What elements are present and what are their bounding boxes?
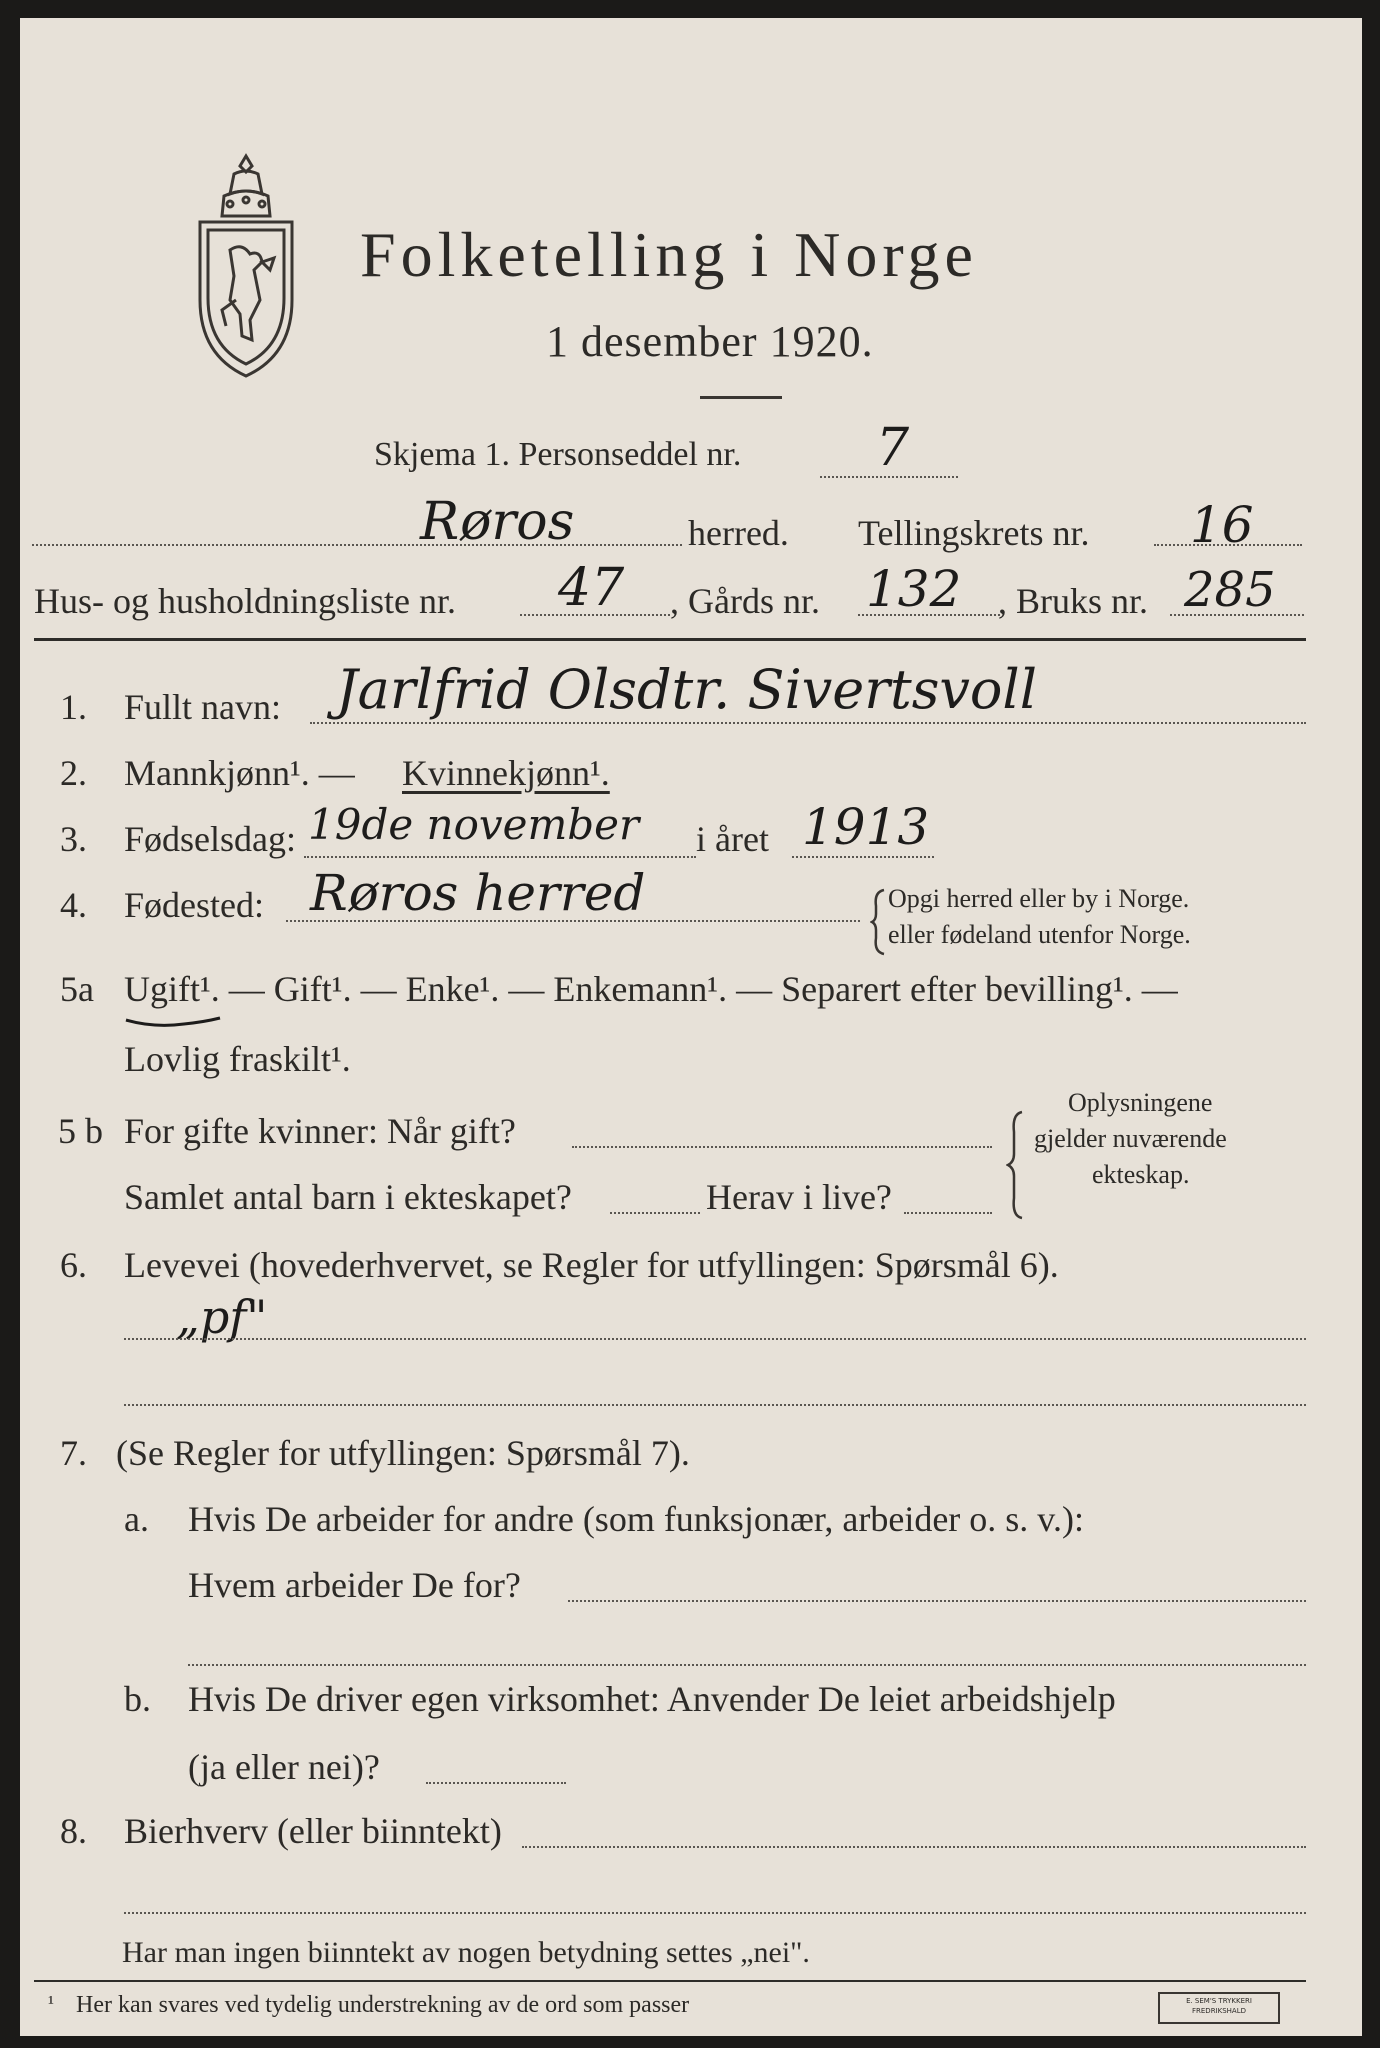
tellingskrets-label: Tellingskrets nr. xyxy=(858,513,1090,553)
q1-number: 1. xyxy=(60,687,87,727)
footnote-mark: ¹ xyxy=(48,1992,54,2014)
herred-label: herred. xyxy=(688,513,789,553)
q5a-underline-mark xyxy=(124,1014,224,1034)
q7b-text: Hvis De driver egen virksomhet: Anvender De leiet arbeidshjelp xyxy=(188,1679,1116,1719)
printer-stamp-line2: FREDRIKSHALD xyxy=(1191,2007,1246,2015)
q7a-letter: a. xyxy=(124,1499,149,1539)
q5b-note-line2: gjelder nuværende xyxy=(1034,1124,1227,1153)
q3-label: Fødselsdag: xyxy=(124,819,297,859)
gards-number: 132 xyxy=(866,560,962,618)
q8-label: Bierhverv (eller biinntekt) xyxy=(124,1811,502,1851)
q4-note-line2: eller fødeland utenfor Norge. xyxy=(888,920,1191,949)
printer-stamp-line1: E. SEM'S TRYKKERI xyxy=(1186,1997,1252,2005)
q5b-children: Samlet antal barn i ekteskapet? xyxy=(124,1177,572,1217)
q5b-alive-label: Herav i live? xyxy=(706,1177,892,1217)
q7a-employer-label: Hvem arbeider De for? xyxy=(188,1565,521,1605)
q1-full-name: Jarlfrid Olsdtr. Sivertsvoll xyxy=(336,658,1037,721)
q8-dots-line2 xyxy=(124,1912,1306,1914)
q2-female-option: Kvinnekjønn¹. xyxy=(402,753,610,793)
q7b-letter: b. xyxy=(124,1679,151,1719)
q3-birth-year: 1913 xyxy=(802,798,930,856)
q4-label: Fødested: xyxy=(124,885,264,925)
q3-dots xyxy=(304,856,696,858)
q3-year-label: i året xyxy=(696,819,769,859)
q2-male-option: Mannkjønn¹. — xyxy=(124,753,355,793)
footnote-text: Her kan svares ved tydelig understrekning av de ord som passer xyxy=(76,1992,690,2018)
q7b-yes-no-label: (ja eller nei)? xyxy=(188,1747,380,1787)
q5a-options xyxy=(124,968,1178,1010)
personseddel-number: 7 xyxy=(876,418,910,478)
q7-number: 7. xyxy=(60,1433,87,1473)
q1-dots xyxy=(310,722,1306,724)
q6-dots-line2 xyxy=(124,1404,1306,1406)
q4-birthplace: Røros herred xyxy=(310,864,646,922)
bruks-label: , Bruks nr. xyxy=(998,581,1149,621)
coat-of-arms-icon xyxy=(190,150,302,382)
title-divider xyxy=(700,396,782,399)
bruks-number: 285 xyxy=(1184,562,1276,618)
q4-number: 4. xyxy=(60,885,87,925)
q8-dots-line1 xyxy=(522,1846,1306,1848)
q7a-dots-line1 xyxy=(568,1600,1306,1602)
printer-stamp xyxy=(1158,1992,1280,2024)
q4-brace xyxy=(870,888,888,960)
header-rule xyxy=(34,638,1306,641)
q5b-brace xyxy=(1006,1110,1026,1224)
q5a-divorced-option: Lovlig fraskilt¹. xyxy=(124,1039,351,1079)
herred-value: Røros xyxy=(420,492,575,552)
q5b-note-line1: Oplysningene xyxy=(1068,1088,1213,1117)
q5b-when-married: For gifte kvinner: Når gift? xyxy=(124,1111,516,1151)
herred-dots xyxy=(32,544,682,546)
q6-occupation: „pf" xyxy=(176,1290,268,1344)
q8-number: 8. xyxy=(60,1811,87,1851)
q5a-unmarried-option: Ugift xyxy=(124,969,200,1009)
form-title: Folketelling i Norge xyxy=(360,219,978,290)
q3-year-dots xyxy=(792,856,934,858)
tellingskrets-number: 16 xyxy=(1190,496,1254,554)
q6-dots-line1 xyxy=(124,1338,1306,1340)
q5b-number: 5 b xyxy=(58,1111,103,1151)
q7-label: (Se Regler for utfyllingen: Spørsmål 7). xyxy=(116,1433,690,1473)
q7a-dots-line2 xyxy=(188,1664,1306,1666)
q6-number: 6. xyxy=(60,1245,87,1285)
q5b-alive-dots xyxy=(904,1212,992,1214)
q3-number: 3. xyxy=(60,819,87,859)
q2-number: 2. xyxy=(60,753,87,793)
q4-note-line1: Opgi herred eller by i Norge. xyxy=(888,884,1190,913)
q5b-note-line3: ekteskap. xyxy=(1092,1160,1190,1189)
hus-label: Hus- og husholdningsliste nr. xyxy=(34,581,457,621)
census-date: 1 desember 1920. xyxy=(546,317,874,366)
gards-label: , Gårds nr. xyxy=(670,581,820,621)
q8-note: Har man ingen biinntekt av nogen betydning settes „nei". xyxy=(122,1936,810,1969)
q5b-children-dots xyxy=(610,1212,700,1214)
q5a-other-options: ¹. — Gift¹. — Enke¹. — Enkemann¹. — Separert efter bevilling¹. — xyxy=(200,969,1178,1009)
q7b-dots xyxy=(426,1782,566,1784)
q7a-text: Hvis De arbeider for andre (som funksjonær, arbeider o. s. v.): xyxy=(188,1499,1084,1539)
q3-birthday: 19de november xyxy=(308,800,640,849)
q5a-number: 5a xyxy=(60,969,94,1009)
hus-number: 47 xyxy=(558,558,625,618)
census-form xyxy=(20,18,1362,2036)
q1-label: Fullt navn: xyxy=(124,687,282,727)
footer-rule xyxy=(34,1980,1306,1982)
q6-label: Levevei (hovederhvervet, se Regler for utfyllingen: Spørsmål 6). xyxy=(124,1245,1059,1285)
q5b-when-dots xyxy=(572,1146,992,1148)
personseddel-label: Skjema 1. Personseddel nr. xyxy=(374,436,742,473)
